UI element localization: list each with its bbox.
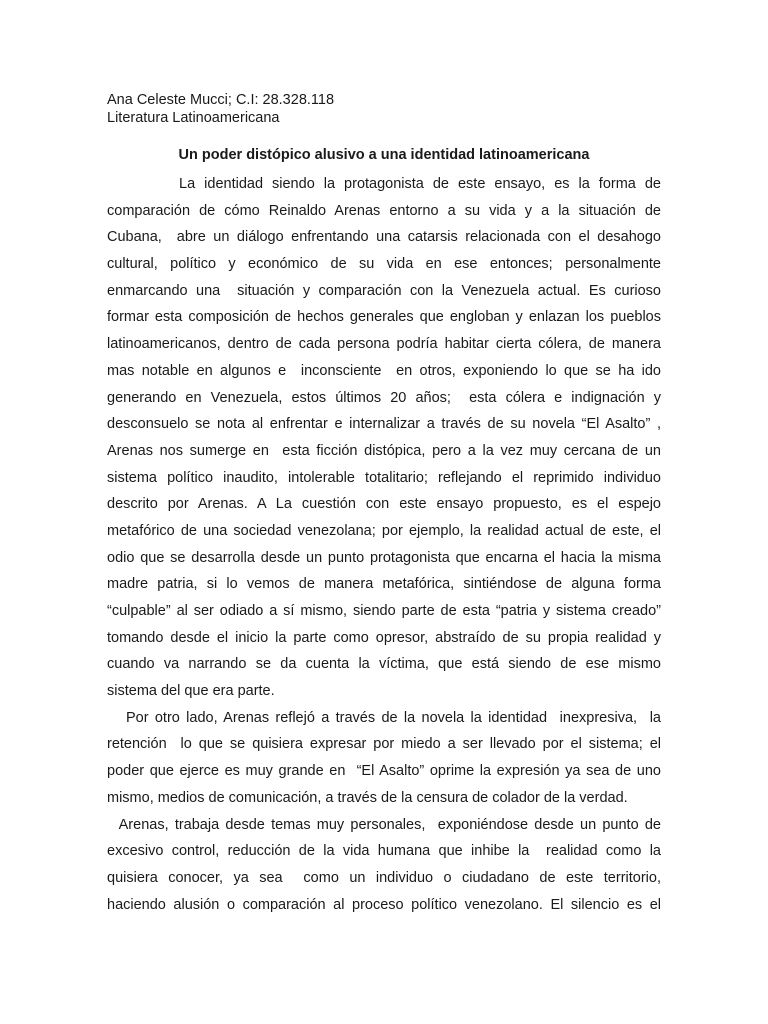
text-line: mismo, medios de comunicación, a través de la censura de colador de la verdad. — [107, 789, 628, 806]
text-line: Arenas nos sumerge en esta ficción distópica, pero a la vez muy cercana de un — [107, 442, 661, 459]
author-line: Ana Celeste Mucci; C.I: 28.328.118 — [107, 92, 335, 108]
text-line: metafórico de una sociedad venezolana; por ejemplo, la realidad actual de este, el — [107, 522, 661, 539]
text-line: Por otro lado, Arenas reflejó a través de la novela la identidad inexpresiva, la — [107, 709, 661, 726]
text-line: poder que ejerce es muy grande en “El Asalto” oprime la expresión ya sea de uno — [107, 763, 661, 780]
text-line: desconsuelo se nota al enfrentar e internalizar a través de su novela “El Asalto” , — [107, 416, 661, 433]
essay-body — [107, 171, 661, 918]
text-line: mas notable en algunos e inconsciente en otros, exponiendo lo que se ha ido — [107, 362, 661, 379]
text-line: quisiera conocer, ya sea como un individuo o ciudadano de este territorio, — [107, 869, 661, 886]
text-line: sistema del que era parte. — [107, 683, 275, 700]
text-line: descrito por Arenas. A La cuestión con este ensayo propuesto, es el espejo — [107, 496, 661, 513]
text-line: “culpable” al ser odiado a sí mismo, siendo parte de esta “patria y sistema creado” — [107, 603, 661, 619]
essay-title: Un poder distópico alusivo a una identidad latinoamericana — [178, 147, 590, 163]
text-line: generando en Venezuela, estos últimos 20 años; esta cólera e indignación y — [107, 389, 661, 406]
text-line: Arenas, trabaja desde temas muy personales, exponiéndose desde un punto de — [107, 816, 661, 833]
text-line: cultural, político y económico de su vida en ese entonces; personalmente — [107, 256, 661, 273]
text-line: retención lo que se quisiera expresar por miedo a ser llevado por el sistema; el — [107, 736, 661, 753]
text-line: enmarcando una situación y comparación con la Venezuela actual. Es curioso — [107, 282, 661, 299]
text-line: sistema político inaudito, intolerable totalitario; reflejando el reprimido individuo — [107, 469, 661, 486]
text-line: haciendo alusión o comparación al proceso político venezolano. El silencio es el — [107, 896, 661, 913]
text-line: tomando desde el inicio la parte como opresor, abstraído de su propia realidad y — [107, 629, 661, 646]
text-line: formar esta composición de hechos generales que engloban y enlazan los pueblos — [107, 309, 661, 326]
text-line: madre patria, si lo vemos de manera metafórica, sintiéndose de alguna forma — [107, 576, 661, 593]
text-line: odio que se desarrolla desde un punto protagonista que encarna el hacia la misma — [107, 549, 661, 566]
course-line: Literatura Latinoamericana — [107, 110, 280, 126]
text-line: Cubana, abre un diálogo enfrentando una catarsis relacionada con el desahogo — [107, 229, 661, 246]
text-line: latinoamericanos, dentro de cada persona podría habitar cierta cólera, de manera — [107, 336, 661, 353]
text-line: La identidad siendo la protagonista de este ensayo, es la forma de — [107, 176, 661, 192]
document-page — [107, 91, 661, 918]
text-line: excesivo control, reducción de la vida humana que inhibe la realidad como la — [107, 843, 661, 860]
text-line: comparación de cómo Reinaldo Arenas entorno a su vida y a la situación de — [107, 202, 661, 219]
text-line: cuando va narrando se da cuenta la víctima, que está siendo de ese mismo — [107, 656, 661, 673]
